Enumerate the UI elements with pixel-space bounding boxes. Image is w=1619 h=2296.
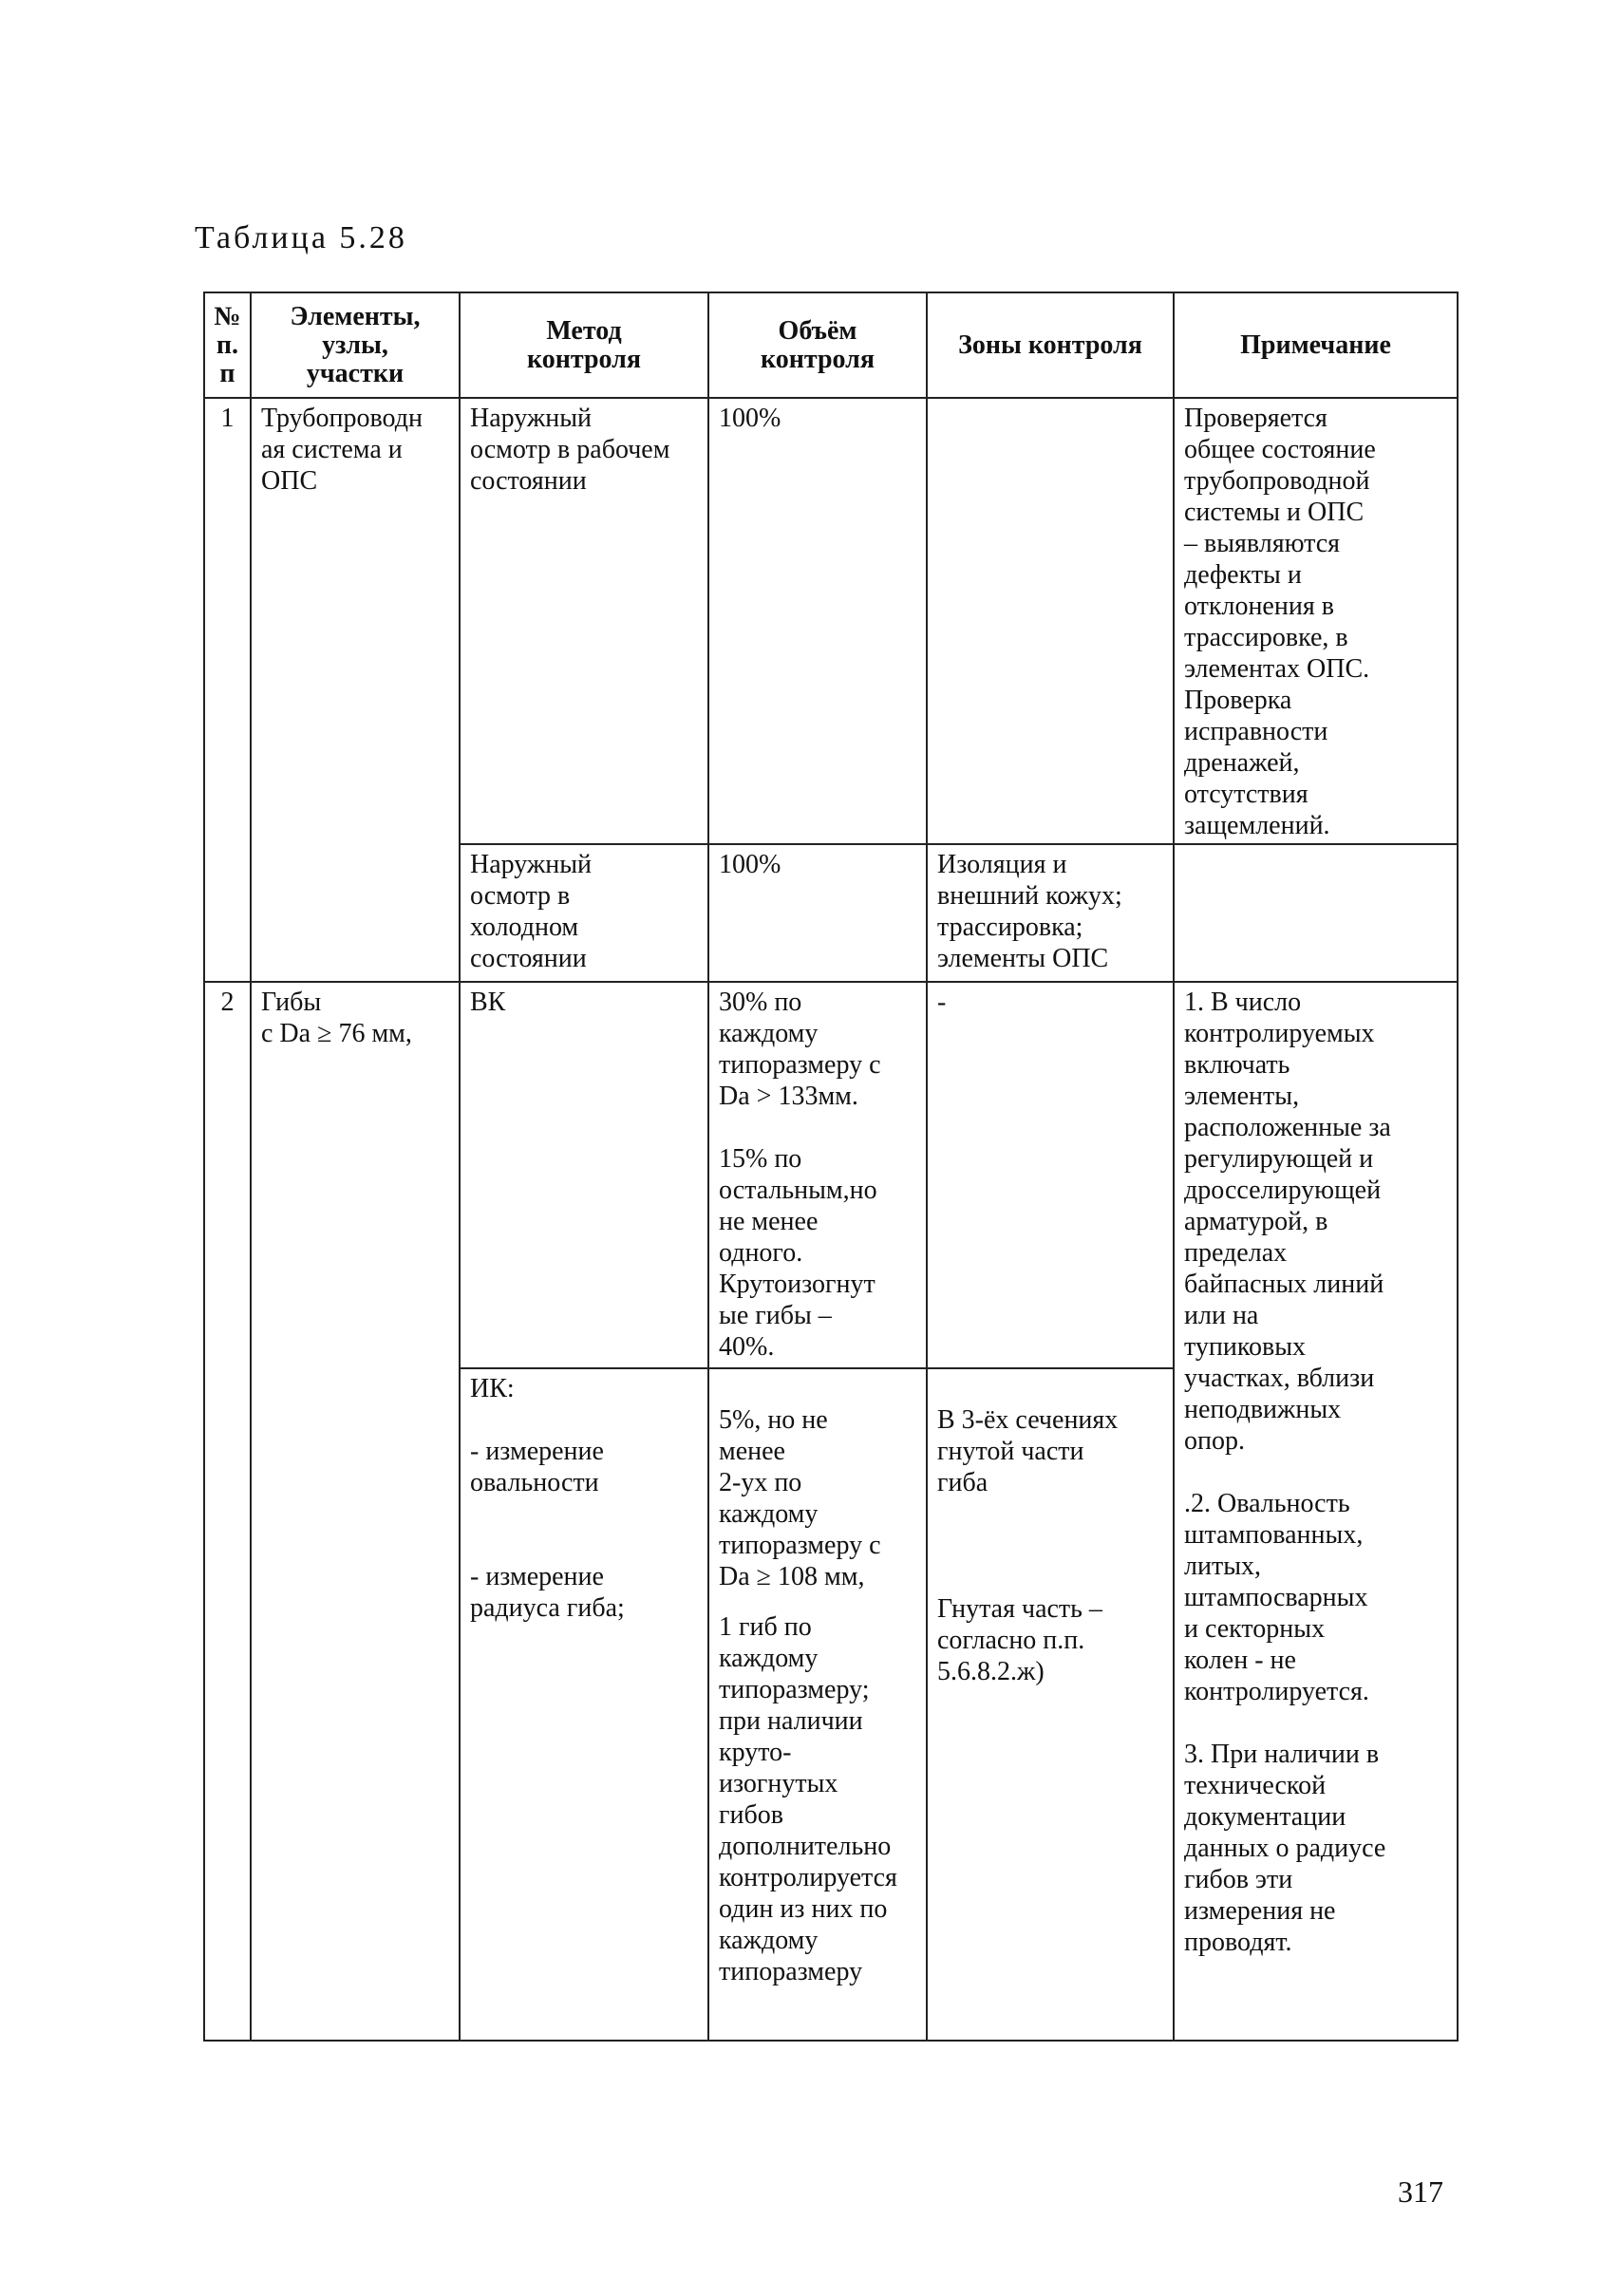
zones-text: Гнутая часть – согласно п.п. 5.6.8.2.ж) (937, 1594, 1102, 1686)
volume-text: 1 гиб по каждому типоразмеру; при наличии круто- изогнутых гибов дополнительно контролируется один из них по каждому типоразмеру (719, 1612, 897, 1986)
header-zones: Зоны контроля (927, 292, 1174, 398)
header-method: Метод контроля (460, 292, 708, 398)
method-cell: Наружный осмотр в рабочем состоянии (460, 398, 708, 844)
row-number: 2 (204, 982, 251, 2041)
note-cell: Проверяется общее состояние трубопроводной системы и ОПС – выявляются дефекты и отклонения в трассировке, в элементах ОПС. Проверка исправности дренажей, отсутствия защемлений. (1174, 398, 1458, 844)
volume-cell: 100% (708, 398, 927, 844)
element-cell: Гибы с Da ≥ 76 мм, (251, 982, 460, 2041)
zones-cell: Изоляция и внешний кожух; трассировка; элементы ОПС (927, 844, 1174, 982)
note-text: 1. В число контролируемых включать элементы, расположенные за регулирующей и дросселирующей арматурой, в пределах байпасных линий или на тупиковых участках, вблизи неподвижных опор. (1184, 988, 1391, 1456)
row-number: 1 (204, 398, 251, 982)
table-header-row (204, 292, 1458, 398)
volume-text: 15% по остальным,но не менее одного. Крутоизогнут ые гибы – 40%. (719, 1144, 877, 1362)
volume-cell (708, 1368, 927, 2041)
page-number: 317 (1398, 2174, 1443, 2209)
method-text: - измерение овальности (470, 1437, 604, 1497)
note-cell (1174, 982, 1458, 2041)
table-caption: Таблица 5.28 (195, 220, 407, 255)
note-text: 3. При наличии в технической документации данных о радиусе гибов эти измерения не проводят. (1184, 1740, 1386, 1957)
header-number: № п. п (204, 292, 251, 398)
note-text: .2. Овальность штампованных, литых, штампосварных и секторных колен - не контролируется. (1184, 1489, 1369, 1706)
method-cell: Наружный осмотр в холодном состоянии (460, 844, 708, 982)
header-elements: Элементы, узлы, участки (251, 292, 460, 398)
header-note: Примечание (1174, 292, 1458, 398)
control-table (203, 292, 1459, 2042)
method-cell (460, 1368, 708, 2041)
volume-text: 5%, но не менее 2-ух по каждому типоразмеру с Da ≥ 108 мм, (719, 1405, 881, 1591)
table-row (204, 398, 1458, 844)
volume-cell: 100% (708, 844, 927, 982)
table-row (204, 982, 1458, 1368)
zones-cell (927, 1368, 1174, 2041)
header-volume: Объём контроля (708, 292, 927, 398)
element-cell: Трубопроводн ая система и ОПС (251, 398, 460, 982)
zones-cell (927, 398, 1174, 844)
zones-cell: - (927, 982, 1174, 1368)
method-cell: ВК (460, 982, 708, 1368)
note-cell (1174, 844, 1458, 982)
volume-cell (708, 982, 927, 1368)
method-title: ИК: (470, 1374, 515, 1403)
method-text: - измерение радиуса гиба; (470, 1562, 625, 1623)
zones-text: В 3-ёх сечениях гнутой части гиба (937, 1405, 1119, 1497)
volume-text: 30% по каждому типоразмеру с Da > 133мм. (719, 988, 881, 1111)
